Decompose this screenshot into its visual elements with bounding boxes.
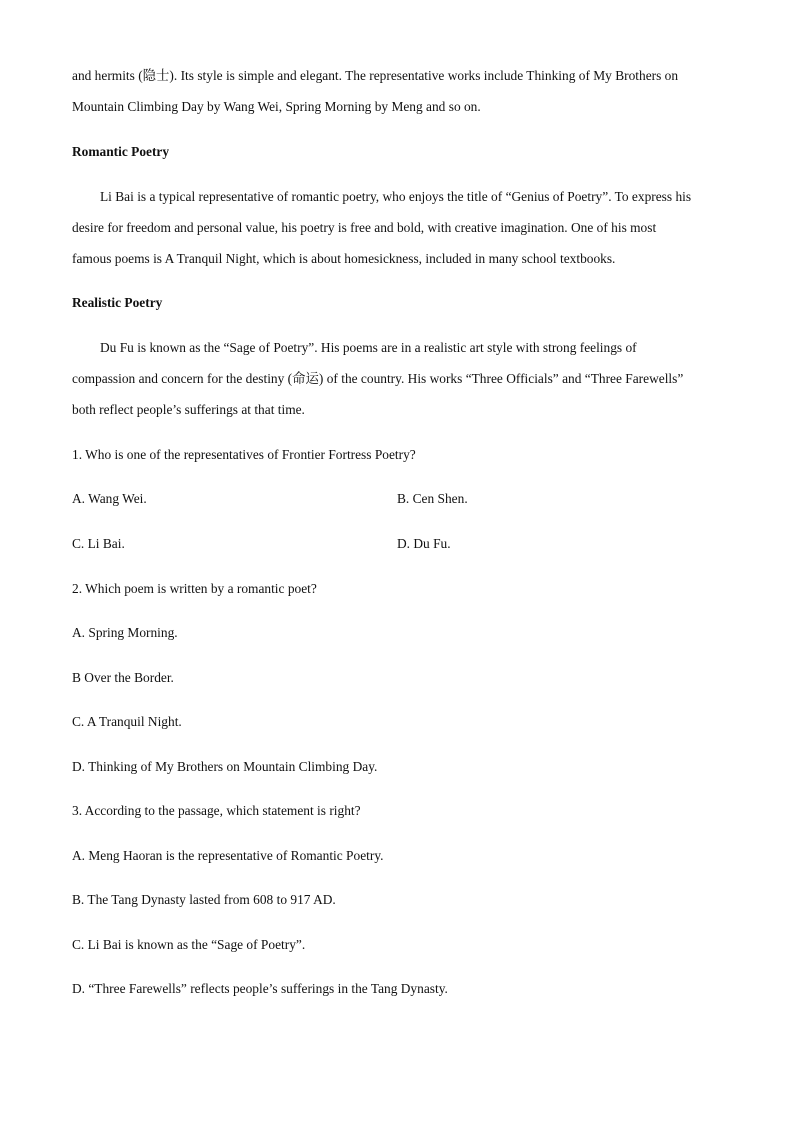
question-2-option-d[interactable]: D. Thinking of My Brothers on Mountain Climbing Day. bbox=[72, 759, 378, 774]
romantic-heading: Romantic Poetry bbox=[72, 144, 170, 159]
question-3-stem: 3. According to the passage, which statement is right? bbox=[72, 803, 361, 818]
question-1-option-a[interactable]: A. Wang Wei. bbox=[72, 491, 147, 506]
realistic-heading: Realistic Poetry bbox=[72, 295, 163, 310]
romantic-line-1: Li Bai is a typical representative of romantic poetry, who enjoys the title of “Genius of Poetry”. To express his bbox=[100, 189, 692, 204]
realistic-line-3: both reflect people’s sufferings at that time. bbox=[72, 402, 305, 417]
question-1-option-c[interactable]: C. Li Bai. bbox=[72, 536, 125, 551]
romantic-line-2: desire for freedom and personal value, his poetry is free and bold, with creative imagination. One of his most bbox=[72, 220, 657, 235]
question-3-option-a[interactable]: A. Meng Haoran is the representative of Romantic Poetry. bbox=[72, 848, 384, 863]
question-1-option-b[interactable]: B. Cen Shen. bbox=[397, 491, 468, 506]
question-1-option-d[interactable]: D. Du Fu. bbox=[397, 536, 451, 551]
question-3-option-c[interactable]: C. Li Bai is known as the “Sage of Poetry”. bbox=[72, 937, 306, 952]
question-1-stem: 1. Who is one of the representatives of Frontier Fortress Poetry? bbox=[72, 447, 416, 462]
question-2-option-a[interactable]: A. Spring Morning. bbox=[72, 625, 178, 640]
romantic-line-3: famous poems is A Tranquil Night, which is about homesickness, included in many school textbooks. bbox=[72, 251, 616, 266]
question-3-option-b[interactable]: B. The Tang Dynasty lasted from 608 to 917 AD. bbox=[72, 892, 336, 907]
intro-line-2: Mountain Climbing Day by Wang Wei, Spring Morning by Meng and so on. bbox=[72, 99, 481, 114]
question-2-stem: 2. Which poem is written by a romantic poet? bbox=[72, 581, 317, 596]
question-2-option-b[interactable]: B Over the Border. bbox=[72, 670, 174, 685]
question-2-option-c[interactable]: C. A Tranquil Night. bbox=[72, 714, 182, 729]
realistic-line-1: Du Fu is known as the “Sage of Poetry”. His poems are in a realistic art style with strong feelings of bbox=[100, 340, 637, 355]
intro-line-1: and hermits (隐士). Its style is simple and elegant. The representative works include Thinking of My Brothers on bbox=[72, 68, 679, 83]
realistic-line-2: compassion and concern for the destiny (命运) of the country. His works “Three Officials” and “Three Farewells” bbox=[72, 371, 684, 386]
question-3-option-d[interactable]: D. “Three Farewells” reflects people’s sufferings in the Tang Dynasty. bbox=[72, 981, 448, 996]
